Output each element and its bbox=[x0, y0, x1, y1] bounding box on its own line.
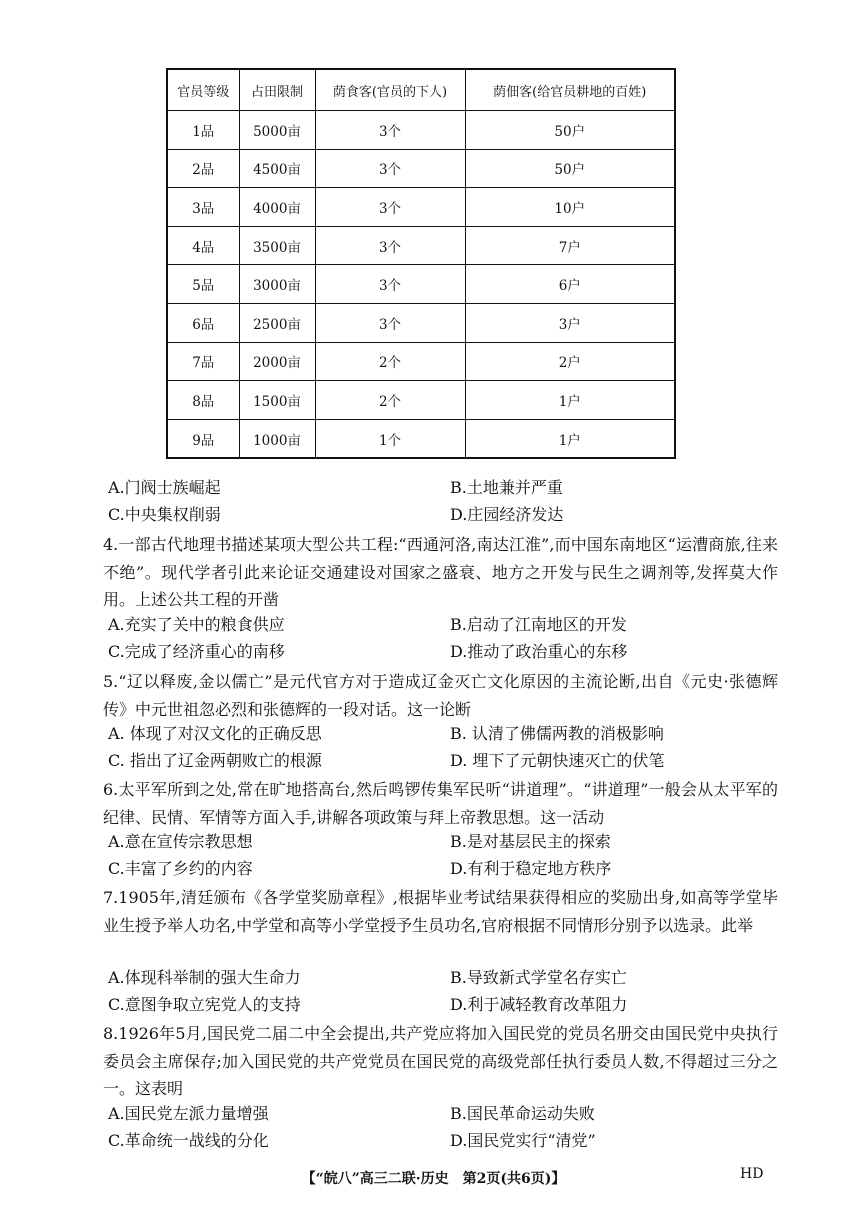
q8-stem: 8.1926年5月,国民党二届二中全会提出,共产党应将加入国民党的党员名册交由国民党中央执行委员会主席保存;加入国民党的共产党党员在国民党的高级党部任执行委员人数,不得超过三分之一。这表明 bbox=[103, 1024, 778, 1098]
q3-option-c: C.中央集权削弱 bbox=[108, 505, 221, 524]
table-header: 占田限制 bbox=[239, 69, 315, 111]
table-cell: 3个 bbox=[315, 303, 465, 342]
q5-option-d: D. 埋下了元朝快速灭亡的伏笔 bbox=[450, 751, 665, 770]
table-cell: 2个 bbox=[315, 342, 465, 381]
q3-option-a: A.门阀士族崛起 bbox=[108, 478, 221, 497]
q5-stem: 5.“辽以释废,金以儒亡”是元代官方对于造成辽金灭亡文化原因的主流论断,出自《元史·张德辉传》中元世祖忽必烈和张德辉的一段对话。这一论断 bbox=[103, 672, 778, 719]
table-row bbox=[167, 226, 675, 265]
q7-option-c: C.意图争取立宪党人的支持 bbox=[108, 995, 301, 1014]
table-row bbox=[167, 149, 675, 188]
table-cell: 1500亩 bbox=[239, 381, 315, 420]
table-row bbox=[167, 419, 675, 458]
q5-option-c: C. 指出了辽金两朝败亡的根源 bbox=[108, 751, 322, 770]
q6-option-d: D.有利于稳定地方秩序 bbox=[450, 859, 612, 878]
q7-option-b: B.导致新式学堂名存实亡 bbox=[450, 968, 627, 987]
rank-privilege-table bbox=[166, 68, 676, 459]
table-cell: 1000亩 bbox=[239, 419, 315, 458]
table-cell: 50户 bbox=[465, 111, 675, 150]
table-cell: 4000亩 bbox=[239, 188, 315, 227]
table-row bbox=[167, 188, 675, 227]
q3-option-b: B.土地兼并严重 bbox=[450, 478, 563, 497]
table-cell: 3500亩 bbox=[239, 226, 315, 265]
table-cell: 3个 bbox=[315, 226, 465, 265]
page-footer: 【“皖八”高三二联·历史 第2页(共6页)】 bbox=[301, 1171, 566, 1187]
table-cell: 4品 bbox=[167, 226, 239, 265]
table-row bbox=[167, 342, 675, 381]
q6-stem: 6.太平军所到之处,常在旷地搭高台,然后鸣锣传集军民听“讲道理”。“讲道理”一般会从太平军的纪律、民情、军情等方面入手,讲解各项政策与拜上帝教思想。这一活动 bbox=[103, 780, 778, 827]
table-cell: 50户 bbox=[465, 149, 675, 188]
q7-stem: 7.1905年,清廷颁布《各学堂奖励章程》,根据毕业考试结果获得相应的奖励出身,如高等学堂毕业生授予举人功名,中学堂和高等小学堂授予生员功名,官府根据不同情形分别予以选录。此举 bbox=[103, 888, 778, 935]
table-header: 荫佃客(给官员耕地的百姓) bbox=[465, 69, 675, 111]
table-cell: 6户 bbox=[465, 265, 675, 304]
table-cell: 7品 bbox=[167, 342, 239, 381]
table-cell: 10户 bbox=[465, 188, 675, 227]
q4-option-d: D.推动了政治重心的东移 bbox=[450, 642, 628, 661]
q6-option-c: C.丰富了乡约的内容 bbox=[108, 859, 253, 878]
table-cell: 1户 bbox=[465, 419, 675, 458]
q8-option-a: A.国民党左派力量增强 bbox=[108, 1104, 269, 1123]
table-cell: 3个 bbox=[315, 149, 465, 188]
q8-option-b: B.国民革命运动失败 bbox=[450, 1104, 595, 1123]
table-row bbox=[167, 381, 675, 420]
q4-option-c: C.完成了经济重心的南移 bbox=[108, 642, 285, 661]
table-row bbox=[167, 265, 675, 304]
table-cell: 1品 bbox=[167, 111, 239, 150]
table-row bbox=[167, 111, 675, 150]
q3-option-d: D.庄园经济发达 bbox=[450, 505, 564, 524]
table-cell: 5品 bbox=[167, 265, 239, 304]
table-row bbox=[167, 303, 675, 342]
table-cell: 6品 bbox=[167, 303, 239, 342]
rank-privilege-table-wrap bbox=[166, 68, 674, 459]
table-cell: 1个 bbox=[315, 419, 465, 458]
table-header: 荫食客(官员的下人) bbox=[315, 69, 465, 111]
table-cell: 3户 bbox=[465, 303, 675, 342]
table-cell: 8品 bbox=[167, 381, 239, 420]
q4-stem: 4.一部古代地理书描述某项大型公共工程:“西通河洛,南达江淮”,而中国东南地区“运漕商旅,往来不绝”。现代学者引此来论证交通建设对国家之盛衰、地方之开发与民生之调剂等,发挥莫大作用。上述公共工程的开凿 bbox=[103, 535, 778, 609]
table-cell: 3个 bbox=[315, 111, 465, 150]
table-cell: 2品 bbox=[167, 149, 239, 188]
table-cell: 1户 bbox=[465, 381, 675, 420]
table-cell: 4500亩 bbox=[239, 149, 315, 188]
table-cell: 3品 bbox=[167, 188, 239, 227]
table-cell: 5000亩 bbox=[239, 111, 315, 150]
q8-option-c: C.革命统一战线的分化 bbox=[108, 1131, 269, 1150]
q5-option-b: B. 认清了佛儒两教的消极影响 bbox=[450, 724, 664, 743]
table-cell: 2500亩 bbox=[239, 303, 315, 342]
q7-option-a: A.体现科举制的强大生命力 bbox=[108, 968, 301, 987]
table-cell: 2000亩 bbox=[239, 342, 315, 381]
table-header: 官员等级 bbox=[167, 69, 239, 111]
q8-option-d: D.国民党实行“清党” bbox=[450, 1131, 596, 1150]
table-cell: 2户 bbox=[465, 342, 675, 381]
table-cell: 3个 bbox=[315, 265, 465, 304]
q5-option-a: A. 体现了对汉文化的正确反思 bbox=[108, 724, 322, 743]
table-cell: 3000亩 bbox=[239, 265, 315, 304]
q4-option-a: A.充实了关中的粮食供应 bbox=[108, 615, 285, 634]
q7-option-d: D.利于减轻教育改革阻力 bbox=[450, 995, 628, 1014]
footer-code: HD bbox=[740, 1166, 764, 1182]
table-body bbox=[167, 111, 675, 459]
table-cell: 2个 bbox=[315, 381, 465, 420]
table-cell: 7户 bbox=[465, 226, 675, 265]
table-cell: 3个 bbox=[315, 188, 465, 227]
q6-option-b: B.是对基层民主的探索 bbox=[450, 832, 611, 851]
table-cell: 9品 bbox=[167, 419, 239, 458]
q6-option-a: A.意在宣传宗教思想 bbox=[108, 832, 253, 851]
q4-option-b: B.启动了江南地区的开发 bbox=[450, 615, 627, 634]
table-header-row bbox=[167, 69, 675, 111]
